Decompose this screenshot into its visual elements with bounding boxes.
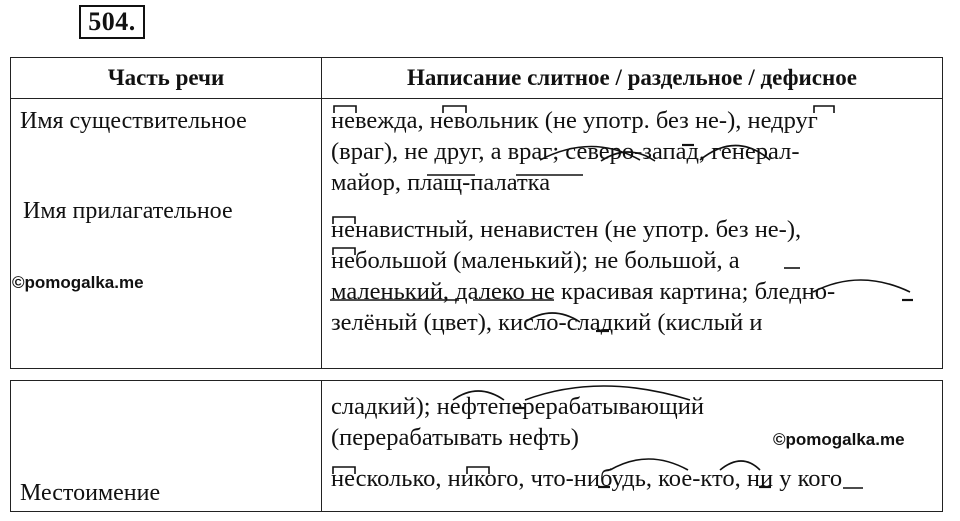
exercise-number: 504.: [88, 7, 136, 36]
header-divider: [11, 98, 942, 99]
text-line: сладкий); нефтеперерабатывающий: [331, 393, 705, 420]
row-label-adjective: Имя прилагательное: [23, 198, 233, 224]
pronoun-examples: [331, 391, 704, 453]
noun-examples: [331, 105, 818, 198]
text-line: небольшой (маленький); не большой, а: [331, 247, 740, 274]
text-line: (перерабатывать нефть): [331, 424, 579, 451]
table-part-1: [10, 57, 943, 369]
text-line: ненавистный, ненавистен (не употр. без не-),: [331, 216, 802, 243]
text-line: майор, плащ-палатка: [331, 169, 551, 196]
row-label-noun: Имя существительное: [20, 108, 247, 134]
text-line: маленький, далеко не красивая картина; бледно-: [331, 278, 836, 305]
text-line: несколько, никого, что-нибудь, кое-кто, ни у кого: [331, 465, 843, 492]
pronoun-examples-line: [331, 463, 842, 494]
header-part-of-speech: Часть речи: [107, 65, 225, 90]
exercise-number-box: [79, 5, 145, 39]
adjective-examples: [331, 214, 835, 338]
text-line: зелёный (цвет), кисло-сладкий (кислый и: [331, 309, 763, 336]
column-divider: [321, 58, 322, 368]
watermark: ©pomogalka.me: [773, 430, 905, 449]
row-label-pronoun: Местоимение: [20, 480, 161, 506]
watermark: ©pomogalka.me: [12, 273, 144, 292]
column-divider: [321, 381, 322, 511]
header-spelling: Написание слитное / раздельное / дефисное: [407, 65, 857, 90]
text-line: (враг), не друг, а враг; северо-запад, генерал-: [331, 138, 800, 165]
text-line: невежда, невольник (не употр. без не-), недруг: [331, 107, 818, 134]
